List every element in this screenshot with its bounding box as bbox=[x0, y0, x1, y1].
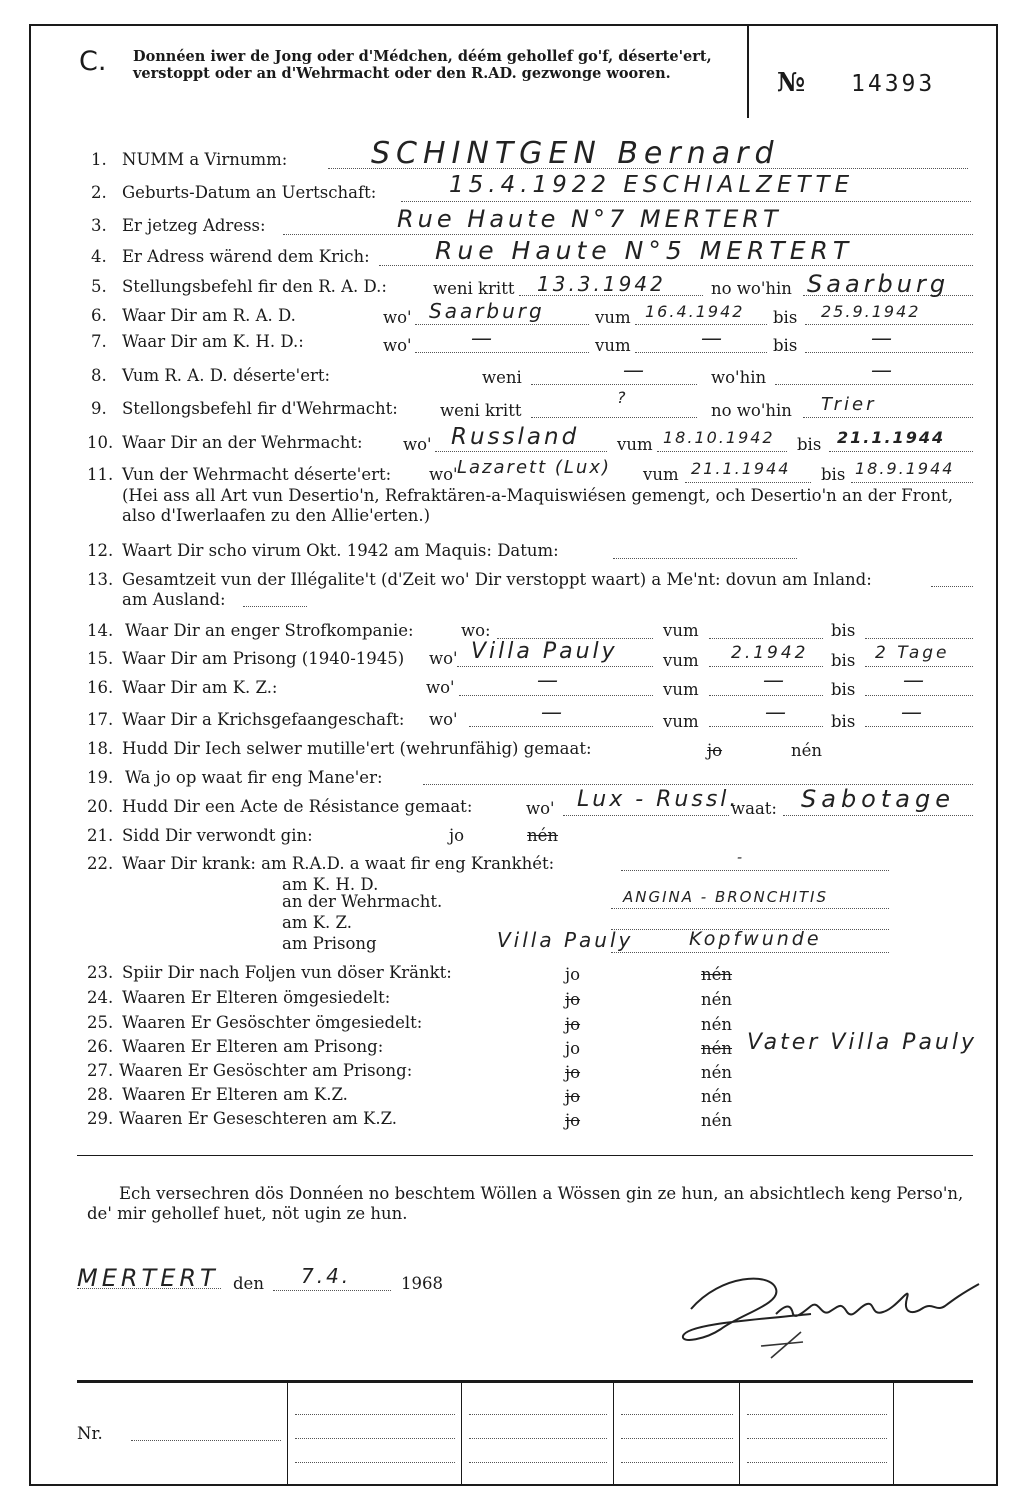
footer-col2 bbox=[461, 1383, 462, 1486]
q22-a1: - bbox=[737, 850, 746, 866]
header-divider bbox=[747, 26, 749, 118]
signoff-place: MERTERT bbox=[77, 1264, 219, 1292]
q28-number: 28. bbox=[87, 1085, 114, 1104]
q7-line2 bbox=[635, 352, 767, 353]
q15-a2: 2.1942 bbox=[731, 643, 809, 663]
q23-no: nén bbox=[701, 965, 733, 984]
signoff-den: den bbox=[233, 1274, 264, 1293]
q17-kw3: bis bbox=[831, 712, 856, 731]
footer-box2-line3 bbox=[469, 1462, 607, 1463]
q13-line2 bbox=[243, 606, 307, 607]
q25-label: Waaren Er Gesöschter ömgesiedelt: bbox=[122, 1013, 423, 1032]
q28-label: Waaren Er Elteren am K.Z. bbox=[122, 1085, 348, 1104]
q9-kw1: weni kritt bbox=[440, 401, 522, 420]
q5-a2: Saarburg bbox=[807, 270, 950, 298]
q5-kw1: weni kritt bbox=[433, 279, 515, 298]
q22-line0 bbox=[621, 870, 889, 871]
q11-line2 bbox=[685, 482, 811, 483]
q13-number: 13. bbox=[87, 570, 114, 589]
q27-yes: jo bbox=[565, 1063, 581, 1082]
footer-box3-line3 bbox=[621, 1462, 733, 1463]
q23-label: Spiir Dir nach Foljen vun döser Kränkt: bbox=[122, 963, 452, 982]
q22-sub-wehrmacht: an der Wehrmacht. bbox=[282, 892, 443, 911]
q24-yes: jo bbox=[565, 990, 581, 1009]
q22-label: Waar Dir krank: am R.A.D. a waat fir eng Krankhét: bbox=[122, 854, 555, 873]
q7-number: 7. bbox=[91, 332, 107, 351]
q8-a1: — bbox=[623, 358, 647, 382]
q26-no: nén bbox=[701, 1039, 733, 1058]
q11-kw3: bis bbox=[821, 465, 846, 484]
q24-number: 24. bbox=[87, 988, 114, 1007]
q17-line3 bbox=[865, 726, 973, 727]
q11-kw2: vum bbox=[643, 465, 679, 484]
footer-box2-line2 bbox=[469, 1438, 607, 1439]
q10-a1: Russland bbox=[451, 424, 580, 450]
q8-kw1: weni bbox=[482, 368, 522, 387]
q2-answer: 15.4.1922 ESCHIALZETTE bbox=[449, 172, 855, 198]
q10-kw1: wo' bbox=[403, 435, 432, 454]
q22-prisong-what: Kopfwunde bbox=[689, 928, 822, 950]
q5-label: Stellungsbefehl fir den R. A. D.: bbox=[122, 277, 387, 296]
q22-line-wehrmacht bbox=[611, 908, 889, 909]
q4-line bbox=[379, 265, 973, 266]
q26-number: 26. bbox=[87, 1037, 114, 1056]
q20-line1 bbox=[563, 815, 729, 816]
q10-number: 10. bbox=[87, 433, 114, 452]
q22-number: 22. bbox=[87, 854, 114, 873]
q29-label: Waaren Er Geseschteren am K.Z. bbox=[119, 1109, 398, 1128]
q6-kw1: wo' bbox=[383, 308, 412, 327]
footer-box4-line1 bbox=[747, 1414, 887, 1415]
q7-line3 bbox=[805, 352, 973, 353]
q24-no: nén bbox=[701, 990, 733, 1009]
q11-note: (Hei ass all Art vun Desertio'n, Refraktären-a-Maquiswiésen gemengt, och Desertio'n an der Front, also d'Iwerlaafen zu den Allie'erten.) bbox=[122, 486, 953, 525]
q5-number: 5. bbox=[91, 277, 107, 296]
footer-box4-line3 bbox=[747, 1462, 887, 1463]
q19-number: 19. bbox=[87, 768, 114, 787]
declaration-separator bbox=[77, 1155, 973, 1156]
q22-sub-prisong: am Prisong bbox=[282, 934, 377, 953]
q19-label: Wa jo op waat fir eng Mane'er: bbox=[125, 768, 383, 787]
q6-kw2: vum bbox=[595, 308, 631, 327]
q9-line2 bbox=[803, 417, 973, 418]
q4-answer: Rue Haute N°5 MERTERT bbox=[435, 236, 854, 265]
q6-line2 bbox=[635, 324, 767, 325]
q29-yes: jo bbox=[565, 1111, 581, 1130]
footer-box2-line1 bbox=[469, 1414, 607, 1415]
q10-line3 bbox=[829, 451, 973, 452]
q20-a2: Sabotage bbox=[801, 785, 955, 813]
q14-line3 bbox=[865, 638, 973, 639]
q17-a1: — bbox=[541, 700, 565, 724]
q21-yes: jo bbox=[449, 826, 465, 845]
q16-line3 bbox=[865, 695, 973, 696]
q17-a2: — bbox=[765, 700, 789, 724]
footer-nr-line bbox=[131, 1440, 281, 1441]
q14-kw2: vum bbox=[663, 621, 699, 640]
q21-no: nén bbox=[527, 826, 559, 845]
q18-yes: jo bbox=[707, 741, 723, 760]
q15-line3 bbox=[865, 666, 973, 667]
q29-no: nén bbox=[701, 1111, 733, 1130]
q15-line2 bbox=[709, 666, 823, 667]
q10-kw3: bis bbox=[797, 435, 822, 454]
q10-kw2: vum bbox=[617, 435, 653, 454]
q7-a3: — bbox=[871, 326, 895, 350]
q1-number: 1. bbox=[91, 150, 107, 169]
q16-label: Waar Dir am K. Z.: bbox=[122, 678, 278, 697]
signoff-date-line bbox=[273, 1290, 391, 1291]
q26-label: Waaren Er Elteren am Prisong: bbox=[122, 1037, 384, 1056]
q17-number: 17. bbox=[87, 710, 114, 729]
q7-kw3: bis bbox=[773, 336, 798, 355]
q14-kw1: wo: bbox=[461, 621, 491, 640]
q1-label: NUMM a Virnumm: bbox=[122, 150, 288, 169]
q9-a1: ? bbox=[617, 388, 629, 407]
q11-a2: 21.1.1944 bbox=[691, 459, 791, 478]
q18-no: nén bbox=[791, 741, 823, 760]
q25-number: 25. bbox=[87, 1013, 114, 1032]
q4-number: 4. bbox=[91, 247, 107, 266]
q16-a1: — bbox=[537, 668, 561, 692]
q4-label: Er Adress wärend dem Krich: bbox=[122, 247, 370, 266]
q20-label: Hudd Dir een Acte de Résistance gemaat: bbox=[122, 797, 473, 816]
q8-kw2: wo'hin bbox=[711, 368, 767, 387]
q11-number: 11. bbox=[87, 465, 114, 484]
q6-line1 bbox=[415, 324, 589, 325]
q7-label: Waar Dir am K. H. D.: bbox=[122, 332, 304, 351]
q15-kw3: bis bbox=[831, 651, 856, 670]
q14-line2 bbox=[709, 638, 823, 639]
q15-kw2: vum bbox=[663, 651, 699, 670]
q24-label: Waaren Er Elteren ömgesiedelt: bbox=[122, 988, 391, 1007]
q15-label: Waar Dir am Prisong (1940-1945) bbox=[122, 649, 405, 668]
q23-yes: jo bbox=[565, 965, 581, 984]
q3-line bbox=[283, 234, 973, 235]
q7-kw2: vum bbox=[595, 336, 631, 355]
q2-number: 2. bbox=[91, 183, 107, 202]
q16-a3: — bbox=[903, 668, 927, 692]
signoff-place-line bbox=[77, 1288, 221, 1289]
q7-line1 bbox=[415, 352, 589, 353]
q16-number: 16. bbox=[87, 678, 114, 697]
footer-box4-line2 bbox=[747, 1438, 887, 1439]
q21-label: Sidd Dir verwondt gin: bbox=[122, 826, 313, 845]
q17-a3: — bbox=[901, 700, 925, 724]
q7-kw1: wo' bbox=[383, 336, 412, 355]
q5-a1: 13.3.1942 bbox=[537, 272, 666, 296]
q8-number: 8. bbox=[91, 366, 107, 385]
footer-col4 bbox=[739, 1383, 740, 1486]
q5-kw2: no wo'hin bbox=[711, 279, 792, 298]
q13-line1 bbox=[931, 586, 973, 587]
footer-col5 bbox=[893, 1383, 894, 1486]
q6-a3: 25.9.1942 bbox=[821, 302, 921, 321]
form-page bbox=[29, 24, 998, 1486]
q23-number: 23. bbox=[87, 963, 114, 982]
q20-kw2: waat: bbox=[731, 799, 777, 818]
q22-sub-khd: am K. H. D. bbox=[282, 875, 379, 894]
q12-line bbox=[613, 558, 797, 559]
q15-kw1: wo' bbox=[429, 649, 458, 668]
q10-line1 bbox=[435, 451, 607, 452]
q7-a1: — bbox=[471, 326, 495, 350]
q21-number: 21. bbox=[87, 826, 114, 845]
q29-number: 29. bbox=[87, 1109, 114, 1128]
q3-answer: Rue Haute N°7 MERTERT bbox=[397, 205, 782, 233]
q6-label: Waar Dir am R. A. D. bbox=[122, 306, 296, 325]
q15-number: 15. bbox=[87, 649, 114, 668]
q11-a1: Lazarett (Lux) bbox=[457, 457, 611, 478]
q26-note: Vater Villa Pauly bbox=[747, 1030, 978, 1055]
q10-a3: 21.1.1944 bbox=[837, 428, 946, 447]
signoff-year: 1968 bbox=[401, 1274, 443, 1293]
q8-a2: — bbox=[871, 358, 895, 382]
q6-a2: 16.4.1942 bbox=[645, 302, 745, 321]
q6-line3 bbox=[805, 324, 973, 325]
q6-number: 6. bbox=[91, 306, 107, 325]
q7-a2: — bbox=[701, 326, 725, 350]
q27-label: Waaren Er Gesöschter am Prisong: bbox=[119, 1061, 413, 1080]
q15-a1: Villa Pauly bbox=[471, 639, 618, 664]
q9-kw2: no wo'hin bbox=[711, 401, 792, 420]
q22-prisong-where: Villa Pauly bbox=[497, 928, 634, 952]
q28-yes: jo bbox=[565, 1087, 581, 1106]
q25-no: nén bbox=[701, 1015, 733, 1034]
q8-label: Vum R. A. D. déserte'ert: bbox=[122, 366, 331, 385]
q12-label: Waart Dir scho virum Okt. 1942 am Maquis: Datum: bbox=[122, 541, 559, 560]
q10-line2 bbox=[657, 451, 787, 452]
footer-box1-line3 bbox=[295, 1462, 455, 1463]
q20-a1: Lux - Russl. bbox=[577, 787, 740, 812]
footer-col3 bbox=[613, 1383, 614, 1486]
q22-line-prisong bbox=[611, 952, 889, 953]
q8-line1 bbox=[531, 384, 697, 385]
signoff-date: 7.4. bbox=[301, 1264, 352, 1288]
q15-line1 bbox=[457, 666, 653, 667]
q6-a1: Saarburg bbox=[429, 299, 545, 323]
q15-a3: 2 Tage bbox=[875, 643, 950, 663]
form-number: 14393 bbox=[851, 71, 936, 97]
q20-number: 20. bbox=[87, 797, 114, 816]
q28-no: nén bbox=[701, 1087, 733, 1106]
q17-kw2: vum bbox=[663, 712, 699, 731]
footer-col1 bbox=[287, 1383, 288, 1486]
q22-wehrmacht-answer: ANGINA - BRONCHITIS bbox=[623, 888, 828, 906]
q6-kw3: bis bbox=[773, 308, 798, 327]
footer-box1-line1 bbox=[295, 1414, 455, 1415]
q22-sub-kz: am K. Z. bbox=[282, 913, 352, 932]
q11-line3 bbox=[851, 482, 973, 483]
q17-line2 bbox=[709, 726, 823, 727]
q8-line2 bbox=[775, 384, 973, 385]
q3-label: Er jetzeg Adress: bbox=[122, 216, 266, 235]
q16-kw1: wo' bbox=[426, 678, 455, 697]
q25-yes: jo bbox=[565, 1015, 581, 1034]
q17-label: Waar Dir a Krichsgefaangeschaft: bbox=[122, 710, 405, 729]
footer-box1-line2 bbox=[295, 1438, 455, 1439]
q26-yes: jo bbox=[565, 1039, 581, 1058]
footer-box3-line1 bbox=[621, 1414, 733, 1415]
form-title: Donnéen iwer de Jong oder d'Médchen, déém gehollef go'f, déserte'ert, verstoppt oder an d'Wehrmacht oder den R.AD. gezwonge wooren. bbox=[133, 48, 712, 82]
q11-kw1: wo' bbox=[429, 465, 458, 484]
q11-label: Vun der Wehrmacht déserte'ert: bbox=[122, 465, 392, 484]
q9-label: Stellongsbefehl fir d'Wehrmacht: bbox=[122, 399, 398, 418]
q16-kw2: vum bbox=[663, 680, 699, 699]
q2-line bbox=[401, 201, 971, 202]
q20-line2 bbox=[783, 815, 973, 816]
signature bbox=[661, 1254, 991, 1364]
q9-line1 bbox=[531, 417, 697, 418]
section-letter: C. bbox=[79, 46, 107, 77]
footer-box3-line2 bbox=[621, 1438, 733, 1439]
declaration-text: Ech versechren dös Donnéen no beschtem Wöllen a Wössen gin ze hun, an absichtlech keng Perso'n, de' mir gehollef huet, nöt ugin ze hun. bbox=[87, 1184, 964, 1223]
number-label: № bbox=[777, 68, 806, 98]
q17-kw1: wo' bbox=[429, 710, 458, 729]
q1-answer: SCHINTGEN Bernard bbox=[371, 136, 780, 171]
q16-kw3: bis bbox=[831, 680, 856, 699]
q16-line2 bbox=[709, 695, 823, 696]
q27-no: nén bbox=[701, 1063, 733, 1082]
q16-a2: — bbox=[763, 668, 787, 692]
q9-number: 9. bbox=[91, 399, 107, 418]
q12-number: 12. bbox=[87, 541, 114, 560]
q20-kw1: wo' bbox=[526, 799, 555, 818]
q9-a2: Trier bbox=[821, 394, 877, 415]
q13-line2-label: am Ausland: bbox=[122, 590, 226, 609]
q17-line1 bbox=[469, 726, 653, 727]
q14-label: Waar Dir an enger Strofkompanie: bbox=[125, 621, 414, 640]
q11-a3: 18.9.1944 bbox=[855, 459, 955, 478]
q13-label: Gesamtzeit vun der Illégalite't (d'Zeit wo' Dir verstoppt waart) a Me'nt: dovun am Inland: bbox=[122, 570, 872, 589]
q18-label: Hudd Dir Iech selwer mutille'ert (wehrunfähig) gemaat: bbox=[122, 739, 592, 758]
footer-nr-label: Nr. bbox=[77, 1424, 103, 1443]
q10-a2: 18.10.1942 bbox=[663, 428, 775, 447]
q2-label: Geburts-Datum an Uertschaft: bbox=[122, 183, 377, 202]
q14-kw3: bis bbox=[831, 621, 856, 640]
footer-top-rule bbox=[77, 1380, 973, 1383]
q27-number: 27. bbox=[87, 1061, 114, 1080]
q14-number: 14. bbox=[87, 621, 114, 640]
q18-number: 18. bbox=[87, 739, 114, 758]
q3-number: 3. bbox=[91, 216, 107, 235]
q10-label: Waar Dir an der Wehrmacht: bbox=[122, 433, 363, 452]
q16-line1 bbox=[459, 695, 653, 696]
